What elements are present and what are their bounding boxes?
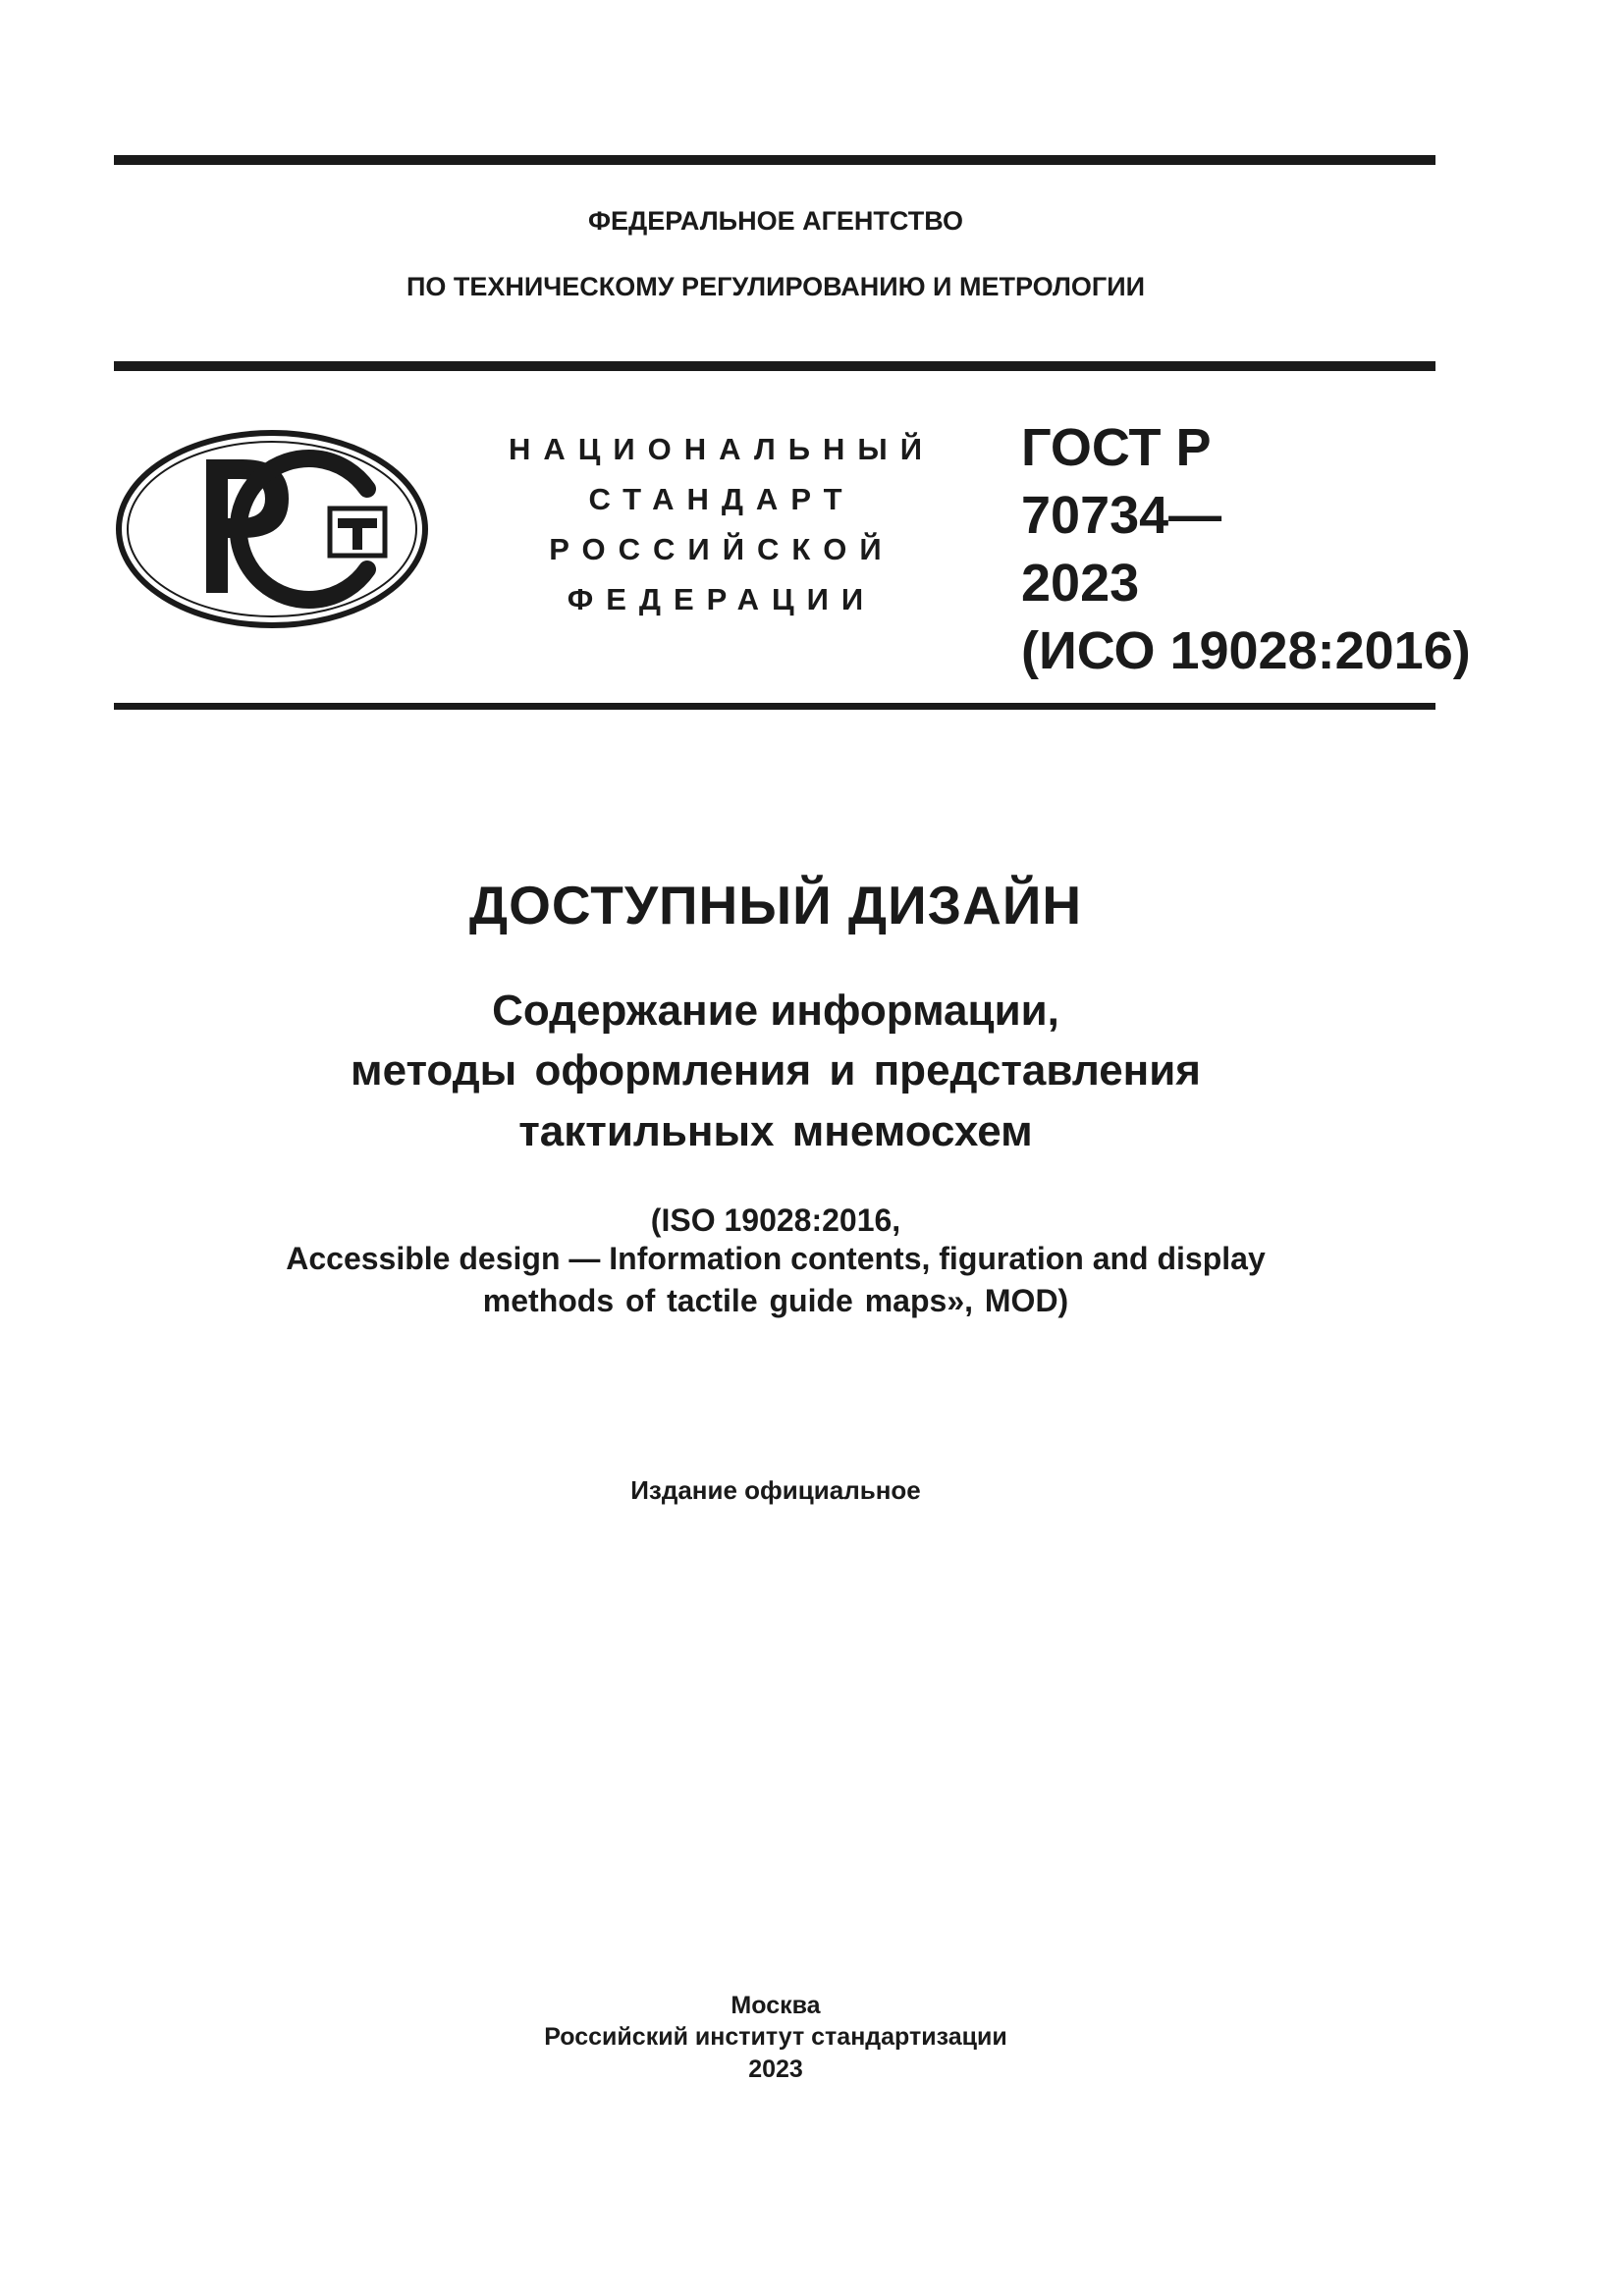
edition-label: Издание официальное [630,1475,921,1505]
publication-city: Москва [731,1992,821,2019]
iso-reference-line-3: methods of tactile guide maps», MOD) [482,1283,1069,1318]
gost-line-4: (ИСО 19028:2016) [1021,621,1471,680]
national-line-3: РОССИЙСКОЙ [549,532,894,566]
top-rule [114,155,1435,165]
national-line-1: НАЦИОНАЛЬНЫЙ [508,432,936,466]
publisher-name: Российский институт стандартизации [544,2023,1007,2051]
gost-line-2: 70734— [1021,486,1222,545]
subtitle-line-3: тактильных мнемосхем [518,1107,1033,1155]
iso-reference-line-1: (ISO 19028:2016, [650,1202,901,1238]
document-title: ДОСТУПНЫЙ ДИЗАЙН [468,875,1083,935]
gost-line-1: ГОСТ Р [1021,418,1212,477]
gost-line-3: 2023 [1021,554,1140,613]
national-line-4: ФЕДЕРАЦИИ [567,582,877,616]
national-standard-label [479,424,964,624]
iso-reference-line-2: Accessible design — Information contents, figuration and display [286,1241,1266,1276]
gost-designation [1021,414,1471,685]
agency-line-2: ПО ТЕХНИЧЕСКОМУ РЕГУЛИРОВАНИЮ И МЕТРОЛОГИИ [406,272,1146,301]
subtitle-line-1: Содержание информации, [492,987,1059,1035]
rst-logo-icon [114,428,430,630]
bottom-rule [114,703,1435,710]
middle-rule [114,361,1435,371]
agency-line-1: ФЕДЕРАЛЬНОЕ АГЕНТСТВО [587,206,964,236]
national-line-2: СТАНДАРТ [588,482,855,516]
subtitle-line-2: методы оформления и представления [351,1046,1201,1095]
publication-year: 2023 [748,2056,803,2083]
